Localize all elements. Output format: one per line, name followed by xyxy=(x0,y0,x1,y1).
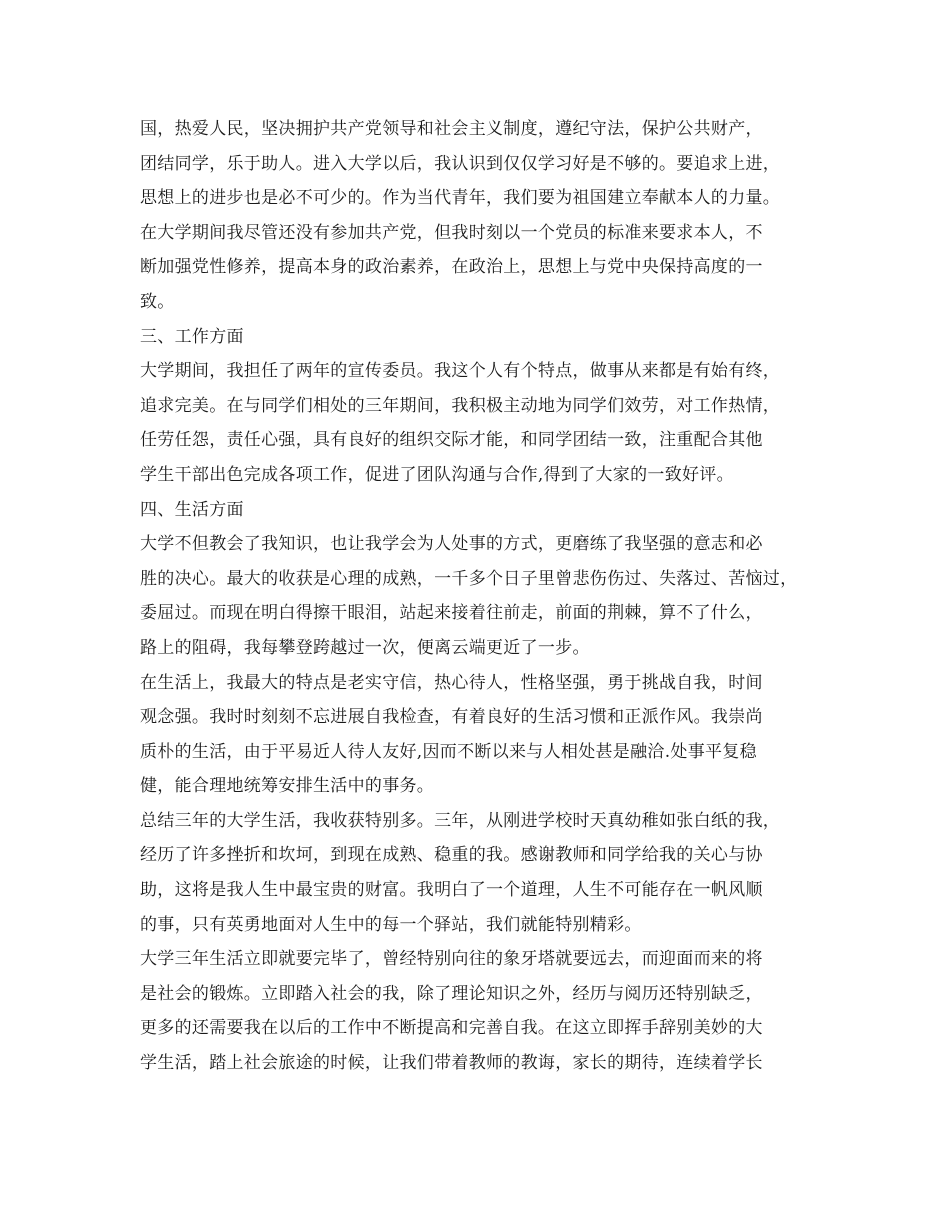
text-line: 在大学期间我尽管还没有参加共产党，但我时刻以一个党员的标准来要求本人，不 xyxy=(140,222,763,243)
text-line: 大学不但教会了我知识，也让我学会为人处事的方式，更磨练了我坚强的意志和必 xyxy=(140,534,763,555)
text-line: 是社会的锻炼。立即踏入社会的我，除了理论知识之外，经历与阅历还特别缺乏， xyxy=(140,983,763,1004)
document-body xyxy=(140,112,820,1081)
text-line: 委屈过。而现在明白得擦干眼泪，站起来接着往前走，前面的荆棘，算不了什么， xyxy=(140,603,763,624)
text-line: 国，热爱人民，坚决拥护共产党领导和社会主义制度，遵纪守法，保护公共财产， xyxy=(140,119,763,139)
text-line: 健，能合理地统筹安排生活中的事务。 xyxy=(140,776,435,797)
text-line: 观念强。我时时刻刻不忘进展自我检查，有着良好的生活习惯和正派作风。我崇尚 xyxy=(140,707,763,728)
text-line: 任劳任怨，责任心强，具有良好的组织交际才能，和同学团结一致，注重配合其他 xyxy=(140,430,763,451)
text-line: 总结三年的大学生活，我收获特别多。三年，从刚进学校时天真幼稚如张白纸的我， xyxy=(140,810,781,831)
text-line: 路上的阻碍，我每攀登跨越过一次，便离云端更近了一步。 xyxy=(140,637,590,658)
text-line: 思想上的进步也是必不可少的。作为当代青年，我们要为祖国建立奉献本人的力量。 xyxy=(140,188,781,209)
text-line: 助，这将是我人生中最宝贵的财富。我明白了一个道理，人生不可能存在一帆风顺 xyxy=(140,880,763,901)
text-line: 的事，只有英勇地面对人生中的每一个驿站，我们就能特别精彩。 xyxy=(140,914,642,935)
text-line: 断加强党性修养，提高本身的政治素养，在政治上，思想上与党中央保持高度的一 xyxy=(140,257,763,278)
text-line: 更多的还需要我在以后的工作中不断提高和完善自我。在这立即挥手辞别美妙的大 xyxy=(140,1018,763,1039)
text-line: 学生干部出色完成各项工作，促进了团队沟通与合作,得到了大家的一致好评。 xyxy=(140,464,734,485)
text-line: 团结同学，乐于助人。进入大学以后，我认识到仅仅学习好是不够的。要追求上进， xyxy=(140,153,781,174)
text-line: 追求完美。在与同学们相处的三年期间，我积极主动地为同学们效劳，对工作热情， xyxy=(140,395,781,416)
section-heading: 四、生活方面 xyxy=(140,499,244,520)
text-line: 质朴的生活，由于平易近人待人友好,因而不断以来与人相处甚是融洽.处事平复稳 xyxy=(140,741,757,762)
text-line: 胜的决心。最大的收获是心理的成熟，一千多个日子里曾悲伤伤过、失落过、苦恼过， xyxy=(140,568,798,589)
text-line: 致。 xyxy=(140,291,175,312)
text-line: 在生活上，我最大的特点是老实守信，热心待人，性格坚强，勇于挑战自我，时间 xyxy=(140,672,763,693)
text-line: 大学三年生活立即就要完毕了，曾经特别向往的象牙塔就要远去，而迎面而来的将 xyxy=(140,949,763,970)
text-line: 学生活，踏上社会旅途的时候，让我们带着教师的教诲，家长的期待，连续着学长 xyxy=(140,1053,763,1074)
text-line: 经历了许多挫折和坎坷，到现在成熟、稳重的我。感谢教师和同学给我的关心与协 xyxy=(140,845,763,866)
text-line: 大学期间，我担任了两年的宣传委员。我这个人有个特点，做事从来都是有始有终， xyxy=(140,361,781,382)
section-heading: 三、工作方面 xyxy=(140,326,244,347)
